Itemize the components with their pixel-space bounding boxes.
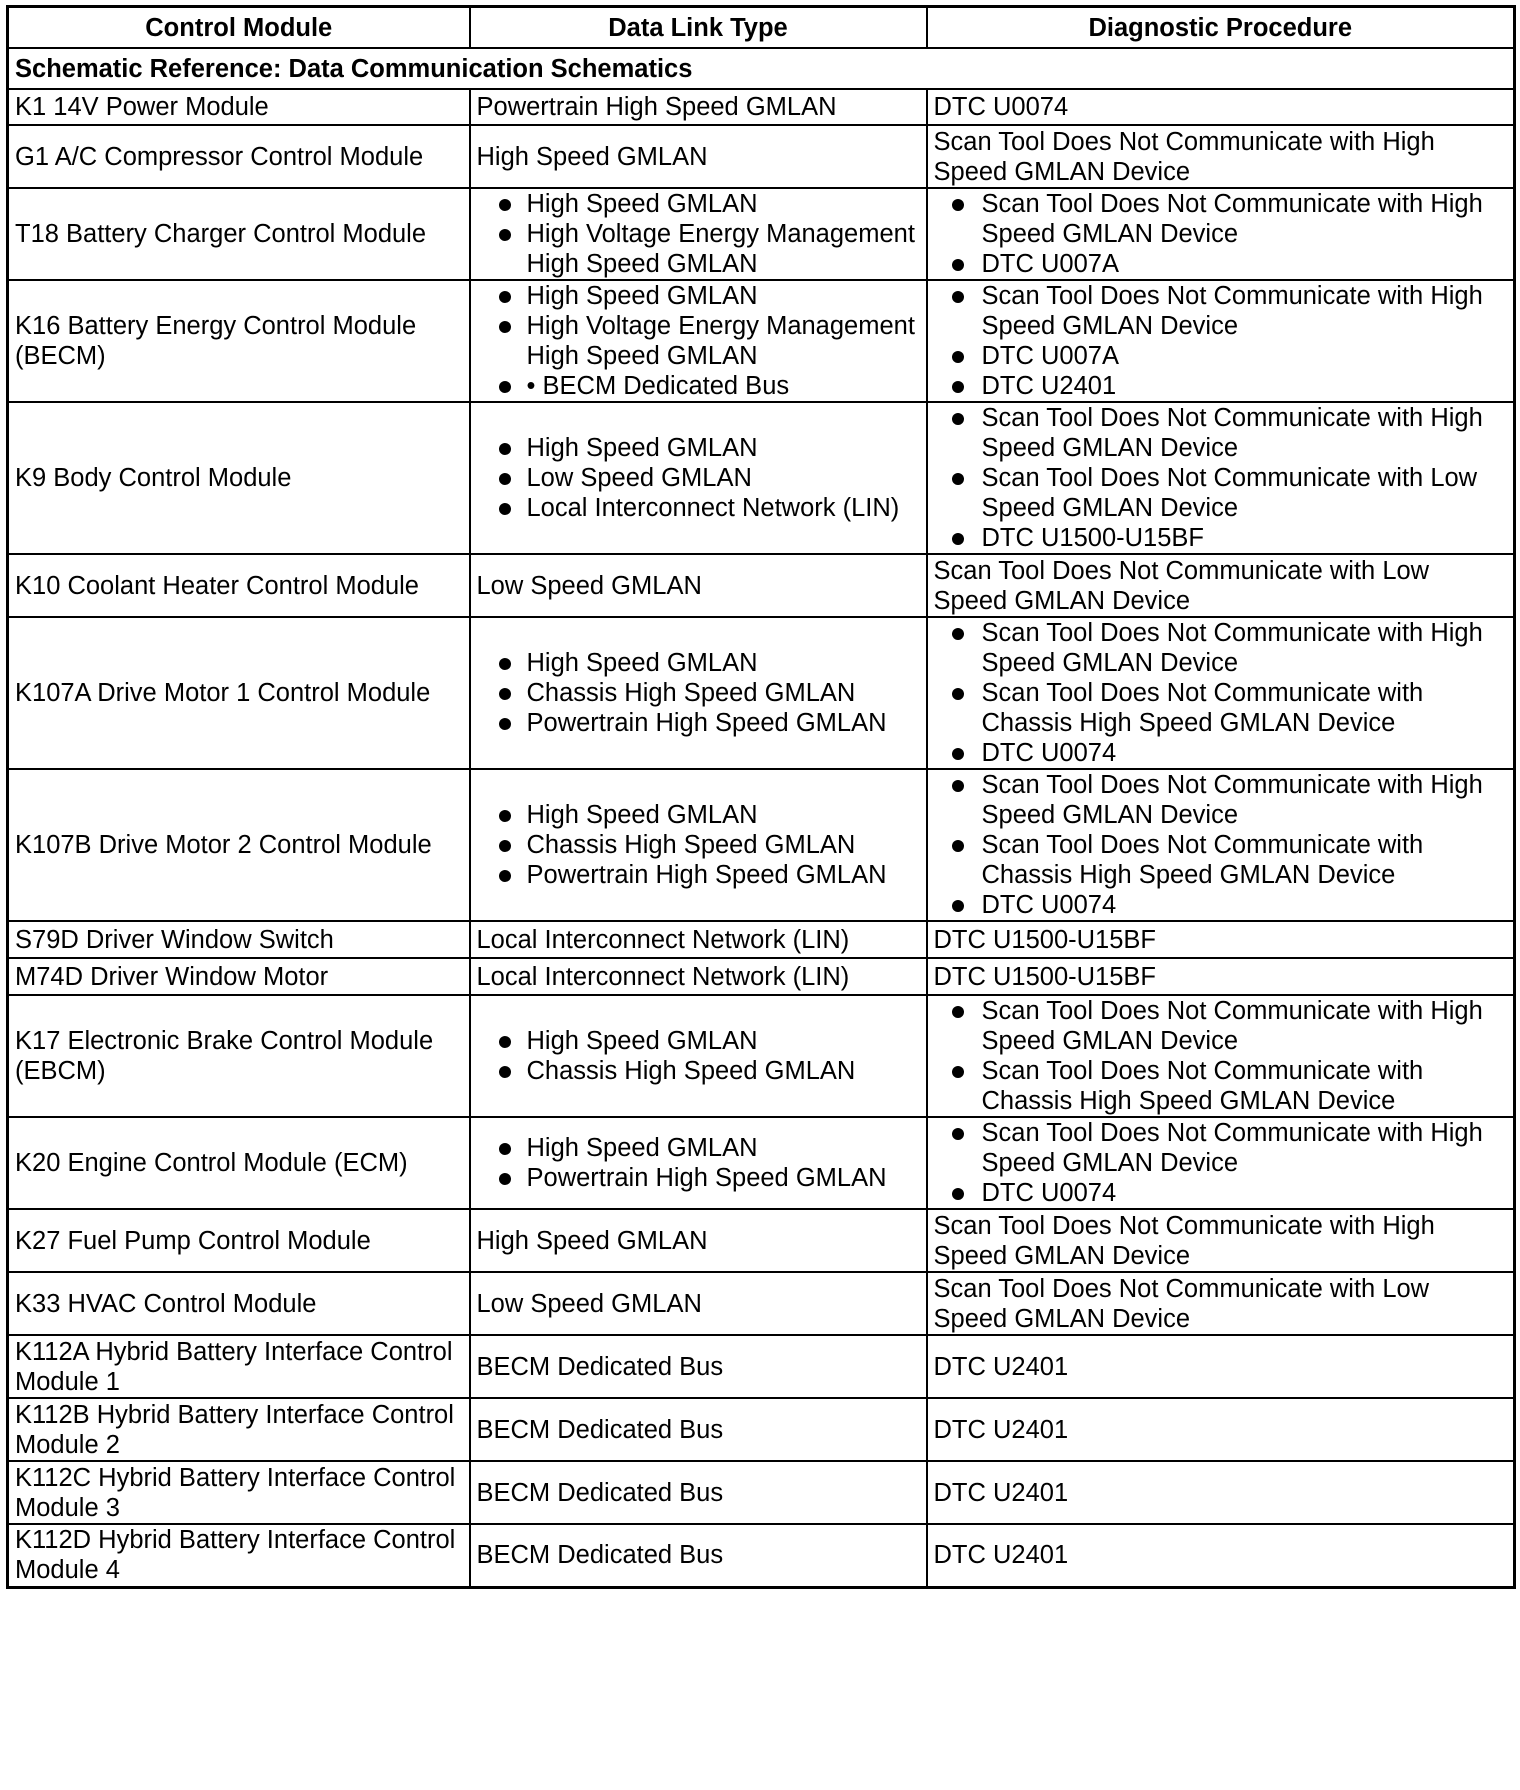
- table-row: [8, 280, 1515, 402]
- list-item: Powertrain High Speed GMLAN: [477, 860, 920, 890]
- list-item: DTC U0074: [934, 890, 1508, 920]
- list-item: Chassis High Speed GMLAN: [477, 1056, 920, 1086]
- table-row: [8, 1209, 1515, 1272]
- control-module-cell: K27 Fuel Pump Control Module: [8, 1209, 470, 1272]
- data-link-type-cell: BECM Dedicated Bus: [470, 1335, 927, 1398]
- diagnostic-procedure-cell-list: [934, 403, 1508, 553]
- control-module-cell: K20 Engine Control Module (ECM): [8, 1117, 470, 1209]
- list-item: Scan Tool Does Not Communicate with Chassis High Speed GMLAN Device: [934, 678, 1508, 738]
- list-item: Local Interconnect Network (LIN): [477, 493, 920, 523]
- list-item: High Voltage Energy Management High Speed GMLAN: [477, 311, 920, 371]
- table-body: [8, 48, 1515, 1587]
- table-row: [8, 1461, 1515, 1524]
- diagnostic-procedure-cell: [927, 402, 1515, 554]
- data-link-type-cell: [470, 1117, 927, 1209]
- diagnostic-procedure-cell: [927, 188, 1515, 280]
- diagnostic-procedure-cell-list: [934, 189, 1508, 279]
- table-row: [8, 995, 1515, 1117]
- table-row: [8, 921, 1515, 958]
- list-item: High Speed GMLAN: [477, 1026, 920, 1056]
- table-row: [8, 1398, 1515, 1461]
- control-module-cell: K112C Hybrid Battery Interface Control Module 3: [8, 1461, 470, 1524]
- data-link-type-cell-list: [477, 648, 920, 738]
- table-row: [8, 1272, 1515, 1335]
- table-row: [8, 617, 1515, 769]
- list-item: Chassis High Speed GMLAN: [477, 830, 920, 860]
- list-item: DTC U007A: [934, 249, 1508, 279]
- diagnostic-procedure-cell-list: [934, 996, 1508, 1116]
- list-item: Scan Tool Does Not Communicate with High Speed GMLAN Device: [934, 996, 1508, 1056]
- control-module-cell: G1 A/C Compressor Control Module: [8, 125, 470, 188]
- header-diagnostic-procedure: Diagnostic Procedure: [927, 7, 1515, 49]
- list-item: DTC U007A: [934, 341, 1508, 371]
- list-item: High Speed GMLAN: [477, 1133, 920, 1163]
- list-item: Scan Tool Does Not Communicate with High Speed GMLAN Device: [934, 770, 1508, 830]
- header-data-link-type: Data Link Type: [470, 7, 927, 49]
- table-row: [8, 89, 1515, 125]
- data-link-type-cell-list: [477, 189, 920, 279]
- diagnostic-procedure-cell: Scan Tool Does Not Communicate with High Speed GMLAN Device: [927, 1209, 1515, 1272]
- table-row: [8, 402, 1515, 554]
- list-item: High Speed GMLAN: [477, 433, 920, 463]
- data-link-type-cell: High Speed GMLAN: [470, 1209, 927, 1272]
- control-module-cell: K107B Drive Motor 2 Control Module: [8, 769, 470, 921]
- table-row: [8, 958, 1515, 995]
- data-link-type-cell: [470, 769, 927, 921]
- list-item: High Speed GMLAN: [477, 648, 920, 678]
- control-module-table: [6, 5, 1516, 1589]
- list-item: Scan Tool Does Not Communicate with High Speed GMLAN Device: [934, 189, 1508, 249]
- list-item: High Speed GMLAN: [477, 800, 920, 830]
- control-module-cell: K10 Coolant Heater Control Module: [8, 554, 470, 617]
- list-item: DTC U0074: [934, 738, 1508, 768]
- list-item: Scan Tool Does Not Communicate with High Speed GMLAN Device: [934, 1118, 1508, 1178]
- list-item: Scan Tool Does Not Communicate with High Speed GMLAN Device: [934, 618, 1508, 678]
- diagnostic-procedure-cell: [927, 280, 1515, 402]
- diagnostic-procedure-cell: Scan Tool Does Not Communicate with Low Speed GMLAN Device: [927, 1272, 1515, 1335]
- data-link-type-cell: [470, 280, 927, 402]
- data-link-type-cell-list: [477, 281, 920, 401]
- list-item: Powertrain High Speed GMLAN: [477, 1163, 920, 1193]
- schematic-reference: Schematic Reference: Data Communication Schematics: [8, 48, 1515, 89]
- section-row: [8, 48, 1515, 89]
- control-module-cell: K16 Battery Energy Control Module (BECM): [8, 280, 470, 402]
- data-link-type-cell: Low Speed GMLAN: [470, 1272, 927, 1335]
- control-module-cell: K33 HVAC Control Module: [8, 1272, 470, 1335]
- control-module-cell: K17 Electronic Brake Control Module (EBCM): [8, 995, 470, 1117]
- data-link-type-cell: BECM Dedicated Bus: [470, 1524, 927, 1587]
- data-link-type-cell: [470, 617, 927, 769]
- diagnostic-procedure-cell: Scan Tool Does Not Communicate with Low Speed GMLAN Device: [927, 554, 1515, 617]
- list-item: High Speed GMLAN: [477, 281, 920, 311]
- header-control-module: Control Module: [8, 7, 470, 49]
- table-row: [8, 188, 1515, 280]
- diagnostic-procedure-cell: [927, 769, 1515, 921]
- control-module-cell: K112A Hybrid Battery Interface Control Module 1: [8, 1335, 470, 1398]
- diagnostic-procedure-cell: DTC U1500-U15BF: [927, 921, 1515, 958]
- data-link-type-cell-list: [477, 800, 920, 890]
- document-page: [6, 5, 1513, 1589]
- diagnostic-procedure-cell-list: [934, 1118, 1508, 1208]
- diagnostic-procedure-cell: DTC U2401: [927, 1398, 1515, 1461]
- diagnostic-procedure-cell: DTC U2401: [927, 1524, 1515, 1587]
- diagnostic-procedure-cell-list: [934, 618, 1508, 768]
- list-item: Chassis High Speed GMLAN: [477, 678, 920, 708]
- list-item: Scan Tool Does Not Communicate with High Speed GMLAN Device: [934, 281, 1508, 341]
- control-module-cell: K1 14V Power Module: [8, 89, 470, 125]
- data-link-type-cell: High Speed GMLAN: [470, 125, 927, 188]
- list-item: Low Speed GMLAN: [477, 463, 920, 493]
- data-link-type-cell-list: [477, 433, 920, 523]
- list-item: Scan Tool Does Not Communicate with Chassis High Speed GMLAN Device: [934, 830, 1508, 890]
- table-row: [8, 125, 1515, 188]
- table-row: [8, 1117, 1515, 1209]
- diagnostic-procedure-cell: DTC U2401: [927, 1335, 1515, 1398]
- list-item: Powertrain High Speed GMLAN: [477, 708, 920, 738]
- list-item: High Voltage Energy Management High Speed GMLAN: [477, 219, 920, 279]
- list-item: DTC U0074: [934, 1178, 1508, 1208]
- diagnostic-procedure-cell: DTC U2401: [927, 1461, 1515, 1524]
- diagnostic-procedure-cell: DTC U1500-U15BF: [927, 958, 1515, 995]
- table-header-row: [8, 7, 1515, 49]
- list-item: Scan Tool Does Not Communicate with Chassis High Speed GMLAN Device: [934, 1056, 1508, 1116]
- control-module-cell: K112D Hybrid Battery Interface Control Module 4: [8, 1524, 470, 1587]
- control-module-cell: M74D Driver Window Motor: [8, 958, 470, 995]
- table-row: [8, 769, 1515, 921]
- list-item: DTC U2401: [934, 371, 1508, 401]
- list-item: Scan Tool Does Not Communicate with High Speed GMLAN Device: [934, 403, 1508, 463]
- control-module-cell: K112B Hybrid Battery Interface Control Module 2: [8, 1398, 470, 1461]
- diagnostic-procedure-cell: DTC U0074: [927, 89, 1515, 125]
- diagnostic-procedure-cell-list: [934, 281, 1508, 401]
- list-item: • BECM Dedicated Bus: [477, 371, 920, 401]
- diagnostic-procedure-cell: [927, 995, 1515, 1117]
- data-link-type-cell: [470, 995, 927, 1117]
- data-link-type-cell-list: [477, 1133, 920, 1193]
- control-module-cell: K9 Body Control Module: [8, 402, 470, 554]
- list-item: DTC U1500-U15BF: [934, 523, 1508, 553]
- data-link-type-cell-list: [477, 1026, 920, 1086]
- list-item: High Speed GMLAN: [477, 189, 920, 219]
- control-module-cell: T18 Battery Charger Control Module: [8, 188, 470, 280]
- data-link-type-cell: Local Interconnect Network (LIN): [470, 921, 927, 958]
- table-row: [8, 554, 1515, 617]
- data-link-type-cell: BECM Dedicated Bus: [470, 1398, 927, 1461]
- data-link-type-cell: Low Speed GMLAN: [470, 554, 927, 617]
- data-link-type-cell: [470, 188, 927, 280]
- diagnostic-procedure-cell: Scan Tool Does Not Communicate with High Speed GMLAN Device: [927, 125, 1515, 188]
- diagnostic-procedure-cell-list: [934, 770, 1508, 920]
- data-link-type-cell: Local Interconnect Network (LIN): [470, 958, 927, 995]
- table-row: [8, 1524, 1515, 1587]
- data-link-type-cell: Powertrain High Speed GMLAN: [470, 89, 927, 125]
- data-link-type-cell: BECM Dedicated Bus: [470, 1461, 927, 1524]
- diagnostic-procedure-cell: [927, 617, 1515, 769]
- control-module-cell: K107A Drive Motor 1 Control Module: [8, 617, 470, 769]
- control-module-cell: S79D Driver Window Switch: [8, 921, 470, 958]
- list-item: Scan Tool Does Not Communicate with Low Speed GMLAN Device: [934, 463, 1508, 523]
- table-row: [8, 1335, 1515, 1398]
- data-link-type-cell: [470, 402, 927, 554]
- diagnostic-procedure-cell: [927, 1117, 1515, 1209]
